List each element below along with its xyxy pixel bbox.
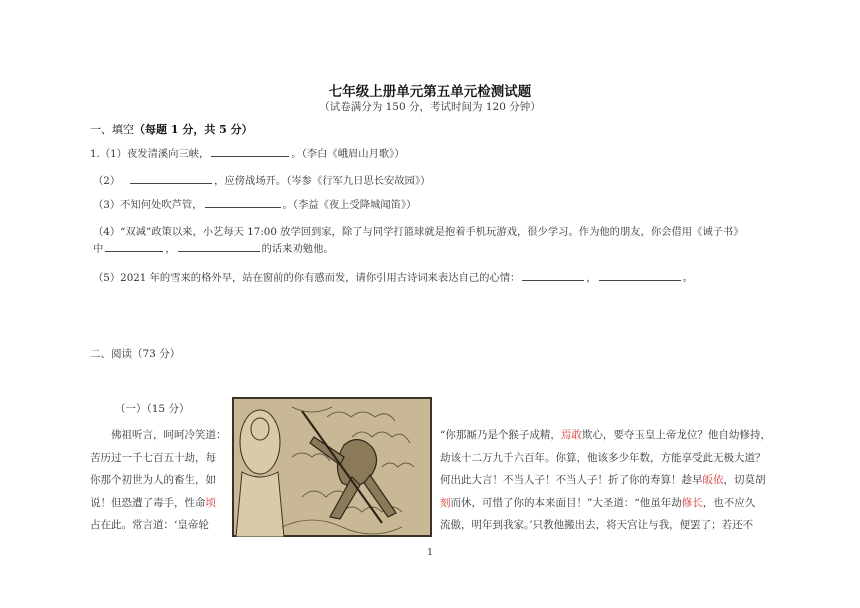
period: 。 <box>682 272 693 284</box>
text-run: 占在此。常言道：‘皇帝轮 <box>90 519 209 531</box>
passage-line <box>90 424 227 447</box>
section-one-score: （每题 1 分，共 5 分） <box>134 123 253 136</box>
question-1-1-source: 。（李白《峨眉山月歌》） <box>291 148 405 160</box>
answer-blank[interactable] <box>522 270 584 281</box>
answer-blank[interactable] <box>105 241 163 252</box>
section-one-heading <box>90 121 253 137</box>
answer-blank[interactable] <box>178 241 260 252</box>
answer-blank[interactable] <box>599 270 681 281</box>
text-run: 而休，可惜了你的本来面目！”大圣道：“他虽年劫 <box>450 496 682 509</box>
emphasized-word: 焉敢 <box>560 429 582 441</box>
passage-line <box>440 447 771 470</box>
question-1-1-prompt: 1.（1）夜发清溪向三峡， <box>90 148 210 160</box>
text-run: “你那厮乃是个猴子成精， <box>440 429 561 441</box>
sun-wukong-illustration <box>232 397 432 537</box>
text-run: 欺心，要夺玉皇上帝龙位？他自幼修持， <box>581 429 771 441</box>
passage-line <box>440 469 771 492</box>
answer-blank[interactable] <box>130 173 212 184</box>
question-1-4-prefix: 中 <box>93 243 104 255</box>
passage-left-column <box>90 424 227 537</box>
passage-line <box>90 514 227 537</box>
question-1-3-source: 。（李益《夜上受降城闻笛》） <box>282 199 417 211</box>
page-number: 1 <box>426 547 434 558</box>
text-run: ，也不应久 <box>702 496 756 509</box>
emphasized-word: 皈依 <box>702 474 724 486</box>
section-one-label: 一、填空 <box>90 123 134 136</box>
text-run: 苦历过一千七百五十劫，每 <box>90 451 216 464</box>
text-run: 佛祖听言，呵呵冷笑道： <box>90 429 227 441</box>
separator: ， <box>165 243 176 255</box>
passage-right-column <box>440 424 771 537</box>
text-run: ，切莫胡 <box>723 474 766 486</box>
question-1-5 <box>93 269 693 284</box>
exam-subtitle: （试卷满分为 150 分，考试时间为 120 分钟） <box>319 101 541 113</box>
passage-line <box>440 492 771 515</box>
text-run: 你那个初世为人的畜生，如 <box>90 474 216 486</box>
question-1-3-prompt: （3）不知何处吹芦管， <box>93 199 203 211</box>
question-1-5-prompt: （5）2021 年的雪来的格外早，站在窗前的你有感而发，请你引用古诗词来表达自己的心情： <box>93 272 521 284</box>
passage-one-heading: （一）（15 分） <box>115 403 190 415</box>
passage-line <box>90 447 227 470</box>
text-run: 劫该十二万九千六百年。你算，他该多少年数，方能享受此无极大道？ <box>440 451 766 464</box>
emphasized-word: 刻 <box>440 496 451 509</box>
question-1-3 <box>93 196 416 211</box>
passage-line <box>90 492 227 515</box>
question-1-4-suffix: 的话来劝勉他。 <box>261 243 334 255</box>
page-title: 七年级上册单元第五单元检测试题 <box>328 84 532 100</box>
question-1-2-source: ，应傍战场开。（岑参《行军九日思长安故园》） <box>214 175 431 187</box>
answer-blank[interactable] <box>211 146 289 157</box>
question-1-1 <box>90 145 405 160</box>
question-1-4-line2 <box>93 240 334 255</box>
text-run: 说！但恐遭了毒手，性命 <box>90 496 206 509</box>
section-two-heading: 二、阅读（73 分） <box>90 348 181 360</box>
passage-line <box>90 469 227 492</box>
answer-blank[interactable] <box>205 197 281 208</box>
emphasized-word: 修长 <box>681 496 703 509</box>
passage-line <box>440 424 771 447</box>
text-run: 何出此大言！不当人子！不当人子！折了你的寿算！趁早 <box>440 474 703 486</box>
question-1-2-prompt: （2） <box>93 175 121 187</box>
separator: ， <box>586 272 597 284</box>
passage-line <box>440 514 771 537</box>
question-1-2 <box>93 172 430 187</box>
question-1-4-line1: （4）“双减”政策以来，小艺每天 17:00 放学回到家，除了与同学打篮球就是抱着手机玩游戏，很少学习。作为他的朋友，你会借用《诫子书》 <box>93 226 744 238</box>
emphasized-word: 顷 <box>205 496 216 509</box>
text-run: 流傲，明年到我家。’只教他搬出去，将天宫让与我，便罢了；若还不 <box>440 519 754 531</box>
